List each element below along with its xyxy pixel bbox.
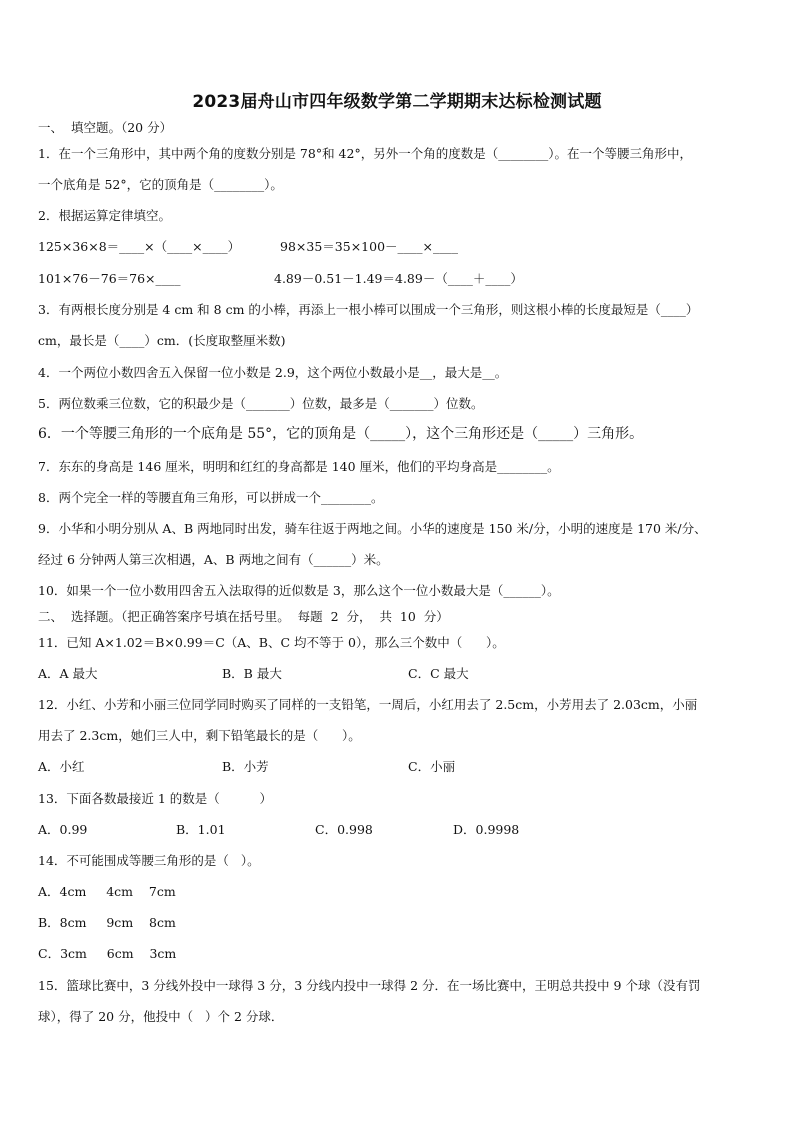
q2-item-c: 101×76－76＝76×____ [38,271,181,286]
q12-option-c: C．小丽 [408,759,456,774]
q13-option-a: A．0.99 [38,822,88,837]
q2-item-b: 98×35＝35×100－____×____ [280,239,458,254]
q1-line2: 一个底角是 52°，它的顶角是（________）。 [38,177,283,192]
section-choice-heading: 二、 选择题。（把正确答案序号填在括号里。 每题 2 分， 共 10 分） [38,609,449,624]
q2-item-a: 125×36×8＝____×（____×____） [38,239,241,254]
q7: 7．东东的身高是 146 厘米，明明和红红的身高都是 140 厘米，他们的平均身高是________。 [38,459,560,474]
q14-option-c: C．3cm 6cm 3cm [38,946,177,961]
q12-option-a: A．小红 [38,759,85,774]
q8: 8．两个完全一样的等腰直角三角形，可以拼成一个________。 [38,490,384,505]
q10: 10．如果一个一位小数用四舍五入法取得的近似数是 3，那么这个一位小数最大是（______）。 [38,583,560,598]
q9-line1: 9．小华和小明分别从 A、B 两地同时出发，骑车往返于两地之间。小华的速度是 150 米/分，小明的速度是 170 米/分、 [38,521,707,536]
q6: 6．一个等腰三角形的一个底角是 55°，它的顶角是（_____），这个三角形还是（_____）三角形。 [38,426,644,442]
q3-line2: cm，最长是（____）cm．(长度取整厘米数) [38,333,286,348]
q13-option-b: B．1.01 [176,822,226,837]
q9-line2: 经过 6 分钟两人第三次相遇，A、B 两地之间有（______）米。 [38,552,389,567]
q11-option-b: B．B 最大 [222,666,282,681]
q13-stem: 13．下面各数最接近 1 的数是（ ） [38,791,273,806]
q11-stem: 11．已知 A×1.02＝B×0.99＝C（A、B、C 均不等于 0），那么三个数中（ ）。 [38,635,505,650]
q13-option-c: C．0.998 [315,822,373,837]
q13-option-d: D．0.9998 [453,822,520,837]
q14-stem: 14．不可能围成等腰三角形的是（ ）。 [38,853,260,868]
q3-line1: 3．有两根长度分别是 4 cm 和 8 cm 的小棒，再添上一根小棒可以围成一个三角形，则这根小棒的长度最短是（____） [38,302,699,317]
q14-option-a: A．4cm 4cm 7cm [38,884,176,899]
q11-option-c: C．C 最大 [408,666,469,681]
q12-line1: 12．小红、小芳和小丽三位同学同时购买了同样的一支铅笔，一周后，小红用去了 2.5cm，小芳用去了 2.03cm，小丽 [38,697,698,712]
q12-line2: 用去了 2.3cm，她们三人中，剩下铅笔最长的是（ ）。 [38,728,361,743]
q11-option-a: A．A 最大 [38,666,98,681]
q4: 4．一个两位小数四舍五入保留一位小数是 2.9，这个两位小数最小是__，最大是__。 [38,365,508,380]
page-title: 2023届舟山市四年级数学第二学期期末达标检测试题 [192,92,602,112]
q1-line1: 1．在一个三角形中，其中两个角的度数分别是 78°和 42°，另外一个角的度数是（________）。在一个等腰三角形中， [38,146,692,161]
q5: 5．两位数乘三位数，它的积最少是（_______）位数，最多是（_______）位数。 [38,396,484,411]
q15-line2: 球），得了 20 分，他投中（ ）个 2 分球． [38,1009,284,1024]
section-fill-blank-heading: 一、 填空题。（20 分） [38,120,173,135]
q15-line1: 15．篮球比赛中，3 分线外投中一球得 3 分，3 分线内投中一球得 2 分．在一场比赛中，王明总共投中 9 个球（没有罚 [38,978,701,993]
q14-option-b: B．8cm 9cm 8cm [38,915,176,930]
q12-option-b: B．小芳 [222,759,269,774]
q2-item-d: 4.89－0.51－1.49＝4.89－（____＋____） [274,271,523,286]
q2-stem: 2．根据运算定律填空。 [38,208,171,223]
